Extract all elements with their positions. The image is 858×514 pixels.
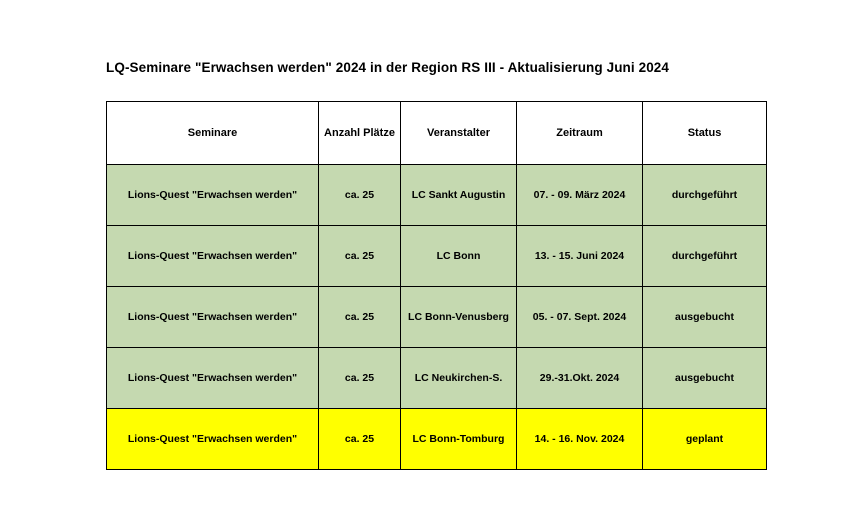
cell-plaetze: ca. 25 [319,165,401,226]
cell-veranstalter: LC Sankt Augustin [401,165,517,226]
table-header [107,102,767,165]
column-header-veranstalter: Veranstalter [401,102,517,165]
table-row [107,409,767,470]
seminar-table-container [106,101,766,470]
table-row [107,165,767,226]
cell-plaetze: ca. 25 [319,226,401,287]
cell-status: ausgebucht [643,348,767,409]
cell-veranstalter: LC Bonn-Tomburg [401,409,517,470]
seminar-table [106,101,767,470]
cell-seminar: Lions-Quest "Erwachsen werden" [107,226,319,287]
page-title: LQ-Seminare "Erwachsen werden" 2024 in der Region RS III - Aktualisierung Juni 2024 [106,60,670,75]
cell-seminar: Lions-Quest "Erwachsen werden" [107,165,319,226]
table-row [107,287,767,348]
table-body [107,165,767,470]
cell-veranstalter: LC Bonn [401,226,517,287]
table-header-row [107,102,767,165]
cell-plaetze: ca. 25 [319,348,401,409]
column-header-anzahl-plaetze: Anzahl Plätze [319,102,401,165]
cell-zeitraum: 14. - 16. Nov. 2024 [517,409,643,470]
cell-plaetze: ca. 25 [319,409,401,470]
column-header-status: Status [643,102,767,165]
table-row [107,226,767,287]
cell-seminar: Lions-Quest "Erwachsen werden" [107,287,319,348]
column-header-zeitraum: Zeitraum [517,102,643,165]
cell-status: durchgeführt [643,226,767,287]
cell-status: geplant [643,409,767,470]
cell-plaetze: ca. 25 [319,287,401,348]
cell-veranstalter: LC Neukirchen-S. [401,348,517,409]
cell-zeitraum: 29.-31.Okt. 2024 [517,348,643,409]
table-row [107,348,767,409]
cell-seminar: Lions-Quest "Erwachsen werden" [107,348,319,409]
cell-seminar: Lions-Quest "Erwachsen werden" [107,409,319,470]
cell-status: ausgebucht [643,287,767,348]
cell-zeitraum: 13. - 15. Juni 2024 [517,226,643,287]
cell-zeitraum: 05. - 07. Sept. 2024 [517,287,643,348]
cell-veranstalter: LC Bonn-Venusberg [401,287,517,348]
cell-zeitraum: 07. - 09. März 2024 [517,165,643,226]
cell-status: durchgeführt [643,165,767,226]
column-header-seminare: Seminare [107,102,319,165]
